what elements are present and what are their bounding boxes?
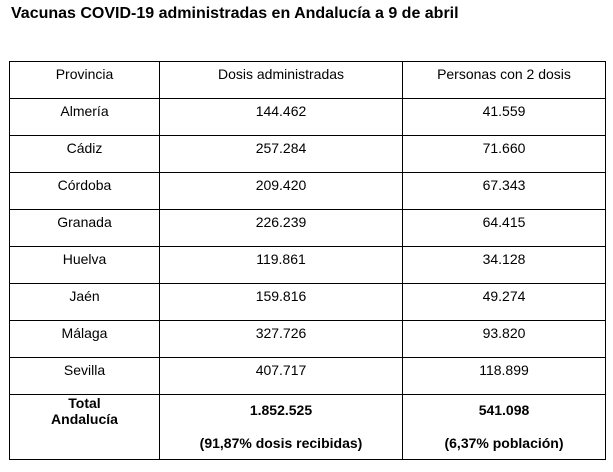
provincia-cell: Sevilla (10, 358, 160, 395)
table-row (10, 99, 606, 136)
total-personas-note: (6,37% población) (444, 435, 564, 451)
dosis-cell: 407.717 (160, 358, 403, 395)
personas-cell: 67.343 (403, 173, 606, 210)
vaccination-table (9, 61, 606, 460)
personas-cell: 64.415 (403, 210, 606, 247)
dosis-cell: 327.726 (160, 321, 403, 358)
provincia-cell: Almería (10, 99, 160, 136)
dosis-cell: 159.816 (160, 284, 403, 321)
total-row (10, 395, 606, 460)
table-row (10, 321, 606, 358)
total-label-line1: Total (68, 395, 101, 411)
total-label-cell (10, 395, 160, 460)
provincia-cell: Cádiz (10, 136, 160, 173)
dosis-cell: 209.420 (160, 173, 403, 210)
table-row (10, 358, 606, 395)
dosis-cell: 119.861 (160, 247, 403, 284)
total-dosis-cell (160, 395, 403, 460)
dosis-cell: 257.284 (160, 136, 403, 173)
table-row (10, 284, 606, 321)
dosis-cell: 226.239 (160, 210, 403, 247)
column-header-dosis: Dosis administradas (160, 62, 403, 99)
total-personas-cell (403, 395, 606, 460)
personas-cell: 49.274 (403, 284, 606, 321)
column-header-personas: Personas con 2 dosis (403, 62, 606, 99)
provincia-cell: Huelva (10, 247, 160, 284)
table-header-row (10, 62, 606, 99)
personas-cell: 71.660 (403, 136, 606, 173)
provincia-cell: Córdoba (10, 173, 160, 210)
provincia-cell: Málaga (10, 321, 160, 358)
table-row (10, 210, 606, 247)
table-row (10, 247, 606, 284)
column-header-provincia: Provincia (10, 62, 160, 99)
total-label-line2: Andalucía (51, 411, 118, 427)
table-row (10, 136, 606, 173)
dosis-cell: 144.462 (160, 99, 403, 136)
page-title: Vacunas COVID-19 administradas en Andalucía a 9 de abril (11, 5, 459, 22)
personas-cell: 118.899 (403, 358, 606, 395)
provincia-cell: Jaén (10, 284, 160, 321)
provincia-cell: Granada (10, 210, 160, 247)
total-dosis-value: 1.852.525 (249, 402, 313, 418)
personas-cell: 34.128 (403, 247, 606, 284)
table-row (10, 173, 606, 210)
total-dosis-note: (91,87% dosis recibidas) (199, 435, 363, 451)
personas-cell: 93.820 (403, 321, 606, 358)
total-personas-value: 541.098 (478, 402, 530, 418)
personas-cell: 41.559 (403, 99, 606, 136)
